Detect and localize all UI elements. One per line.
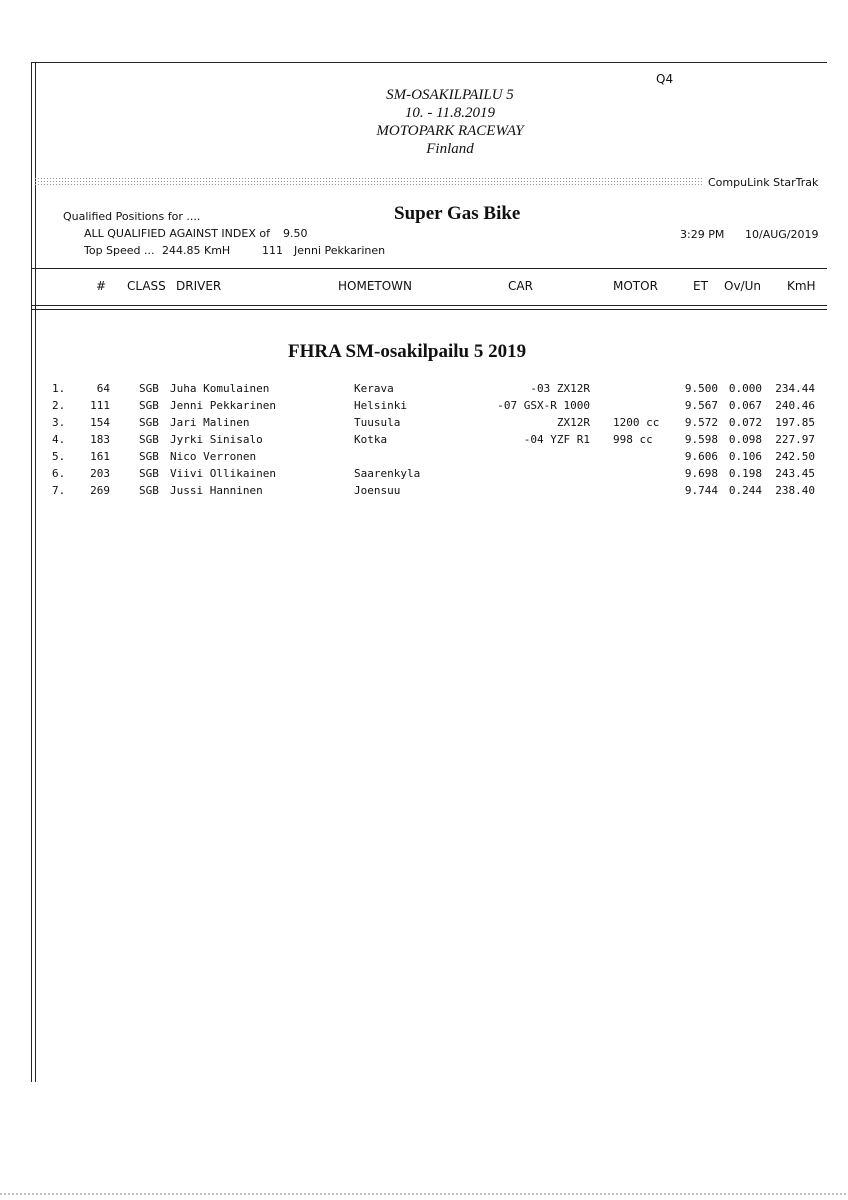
row-ovun: 0.244: [728, 484, 762, 497]
row-et: 9.606: [684, 450, 718, 463]
row-position: 3.: [52, 416, 66, 429]
row-kmh: 243.45: [775, 467, 815, 480]
row-position: 4.: [52, 433, 66, 446]
scan-bottom-edge: [0, 1193, 848, 1195]
row-hometown: Kotka: [354, 433, 388, 446]
row-ovun: 0.067: [728, 399, 762, 412]
row-et: 9.698: [684, 467, 718, 480]
row-kmh: 197.85: [775, 416, 815, 429]
row-number: 64: [96, 382, 110, 395]
row-hometown: Kerava: [354, 382, 394, 395]
row-car: ZX12R: [556, 416, 590, 429]
table-row: [0, 416, 848, 433]
report-time: 3:29 PM: [680, 228, 725, 241]
row-class: SGB: [139, 399, 159, 412]
row-motor: 998 cc: [613, 433, 653, 446]
row-hometown: Helsinki: [354, 399, 407, 412]
row-driver: Nico Verronen: [170, 450, 257, 463]
table-row: [0, 433, 848, 450]
section-title: FHRA SM-osakilpailu 5 2019: [288, 341, 527, 362]
row-hometown: Tuusula: [354, 416, 401, 429]
table-row: [0, 450, 848, 467]
row-driver: Jussi Hanninen: [170, 484, 263, 497]
row-number: 154: [90, 416, 110, 429]
row-hometown: Saarenkyla: [354, 467, 421, 480]
col-header-kmh: KmH: [787, 279, 816, 293]
row-class: SGB: [139, 416, 159, 429]
col-header-num: #: [96, 279, 107, 293]
row-class: SGB: [139, 467, 159, 480]
row-car: -07 GSX-R 1000: [497, 399, 590, 412]
col-header-ovun: Ov/Un: [724, 279, 761, 293]
top-speed-number: 111: [262, 244, 283, 257]
top-speed-value: 244.85 KmH: [162, 244, 231, 257]
row-kmh: 242.50: [775, 450, 815, 463]
system-name: CompuLink StarTrak: [708, 176, 819, 189]
qualified-label: Qualified Positions for ....: [63, 210, 201, 223]
event-title: SM-OSAKILPAILU 5: [386, 87, 514, 103]
row-car: -04 YZF R1: [523, 433, 590, 446]
row-class: SGB: [139, 433, 159, 446]
row-et: 9.744: [684, 484, 718, 497]
row-driver: Jenni Pekkarinen: [170, 399, 276, 412]
table-row: [0, 382, 848, 399]
row-position: 7.: [52, 484, 66, 497]
index-value: 9.50: [283, 227, 308, 240]
row-position: 6.: [52, 467, 66, 480]
row-et: 9.500: [684, 382, 718, 395]
page-code: Q4: [656, 72, 674, 86]
col-header-car: CAR: [508, 279, 533, 293]
row-ovun: 0.072: [728, 416, 762, 429]
left-border-line-inner: [35, 62, 36, 1082]
row-kmh: 234.44: [775, 382, 815, 395]
table-row: [0, 399, 848, 416]
row-ovun: 0.098: [728, 433, 762, 446]
row-hometown: Joensuu: [354, 484, 401, 497]
event-header: [300, 86, 600, 158]
row-class: SGB: [139, 484, 159, 497]
event-country: Finland: [426, 141, 474, 157]
top-rule: [31, 62, 827, 63]
row-driver: Jari Malinen: [170, 416, 250, 429]
top-speed-driver: Jenni Pekkarinen: [294, 244, 386, 257]
col-header-motor: MOTOR: [613, 279, 658, 293]
row-et: 9.567: [684, 399, 718, 412]
row-ovun: 0.000: [728, 382, 762, 395]
row-kmh: 227.97: [775, 433, 815, 446]
header-rule-1: [31, 268, 827, 269]
row-number: 203: [90, 467, 110, 480]
event-dates: 10. - 11.8.2019: [404, 105, 496, 121]
row-driver: Juha Komulainen: [170, 382, 270, 395]
report-date: 10/AUG/2019: [745, 228, 819, 241]
table-row: [0, 467, 848, 484]
row-ovun: 0.106: [728, 450, 762, 463]
header-rule-3: [31, 309, 827, 310]
row-position: 5.: [52, 450, 66, 463]
row-driver: Viivi Ollikainen: [170, 467, 276, 480]
row-class: SGB: [139, 450, 159, 463]
index-label: ALL QUALIFIED AGAINST INDEX of: [84, 227, 270, 240]
col-header-class: CLASS: [127, 279, 166, 293]
row-kmh: 240.46: [775, 399, 815, 412]
col-header-hometown: HOMETOWN: [338, 279, 413, 293]
row-motor: 1200 cc: [613, 416, 660, 429]
event-venue: MOTOPARK RACEWAY: [376, 123, 524, 139]
dotted-separator: [34, 177, 702, 186]
row-number: 183: [90, 433, 110, 446]
row-et: 9.572: [684, 416, 718, 429]
top-speed-label: Top Speed ...: [84, 244, 155, 257]
col-header-driver: DRIVER: [176, 279, 222, 293]
row-class: SGB: [139, 382, 159, 395]
col-header-et: ET: [693, 279, 708, 293]
row-et: 9.598: [684, 433, 718, 446]
header-rule-2: [31, 305, 827, 306]
left-border-line: [31, 62, 32, 1082]
row-position: 2.: [52, 399, 66, 412]
row-car: -03 ZX12R: [530, 382, 590, 395]
row-kmh: 238.40: [775, 484, 815, 497]
row-driver: Jyrki Sinisalo: [170, 433, 263, 446]
class-title: Super Gas Bike: [394, 203, 521, 224]
table-row: [0, 484, 848, 501]
row-number: 161: [90, 450, 110, 463]
row-position: 1.: [52, 382, 66, 395]
row-number: 111: [90, 399, 110, 412]
row-ovun: 0.198: [728, 467, 762, 480]
row-number: 269: [90, 484, 110, 497]
